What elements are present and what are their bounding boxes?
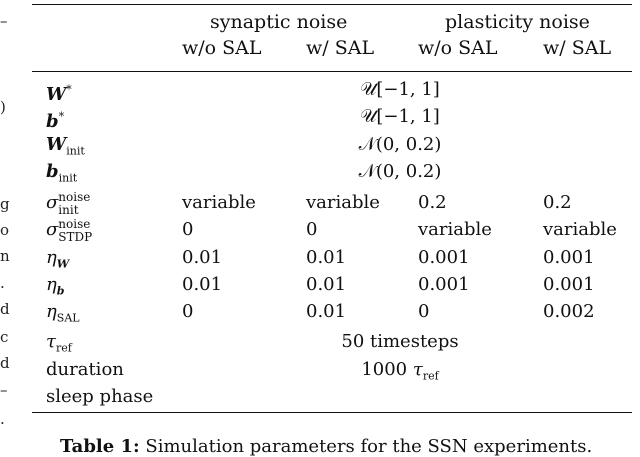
row-label: $\eta_W$ bbox=[46, 247, 70, 271]
margin-fragment: d bbox=[0, 300, 10, 318]
row-label: sleep phase bbox=[46, 386, 154, 407]
header-group-synaptic-noise: synaptic noise bbox=[210, 11, 348, 33]
margin-fragment: c bbox=[0, 328, 9, 346]
table-cell: 0.01 bbox=[306, 274, 347, 295]
row-label: σ noise STDP bbox=[46, 216, 93, 244]
table-row bbox=[0, 328, 640, 355]
caption-text: Simulation parameters for the SSN experiments. bbox=[139, 436, 593, 457]
header-sub-4: w/ SAL bbox=[543, 37, 612, 59]
table-cell: 0.001 bbox=[418, 274, 470, 295]
margin-fragment: . bbox=[0, 410, 5, 428]
table-row bbox=[0, 103, 640, 130]
margin-fragment: g bbox=[0, 195, 10, 213]
row-span-value: 𝒰[−1, 1] bbox=[360, 106, 440, 127]
row-label: W* bbox=[46, 83, 72, 105]
row-span-value: 1000 $\tau_{ref}$ bbox=[361, 359, 439, 383]
margin-fragment: d bbox=[0, 354, 10, 372]
table-cell: 0.01 bbox=[306, 301, 347, 322]
table-row bbox=[0, 244, 640, 271]
table-row bbox=[0, 356, 640, 383]
row-label: b* bbox=[46, 110, 65, 132]
table-row bbox=[0, 131, 640, 158]
row-label: $\eta_b$ bbox=[46, 274, 65, 298]
table-row bbox=[0, 383, 640, 410]
table-cell: 0.2 bbox=[418, 192, 447, 213]
row-label: $b_{init}$ bbox=[46, 161, 78, 185]
header-group-plasticity-noise: plasticity noise bbox=[445, 11, 590, 33]
table-row bbox=[0, 271, 640, 298]
table-cell: 0.001 bbox=[418, 247, 470, 268]
table-cell: variable bbox=[182, 192, 256, 213]
header-sub-3: w/o SAL bbox=[418, 37, 498, 59]
caption-label: Table 1: bbox=[60, 436, 140, 457]
table-cell: 0.01 bbox=[306, 247, 347, 268]
table-cell: 0.01 bbox=[182, 247, 223, 268]
table-cell: 0.002 bbox=[543, 301, 595, 322]
table-bottom-rule bbox=[32, 412, 632, 413]
table-row bbox=[0, 189, 640, 216]
table-cell: variable bbox=[543, 219, 617, 240]
margin-fragment: ) bbox=[0, 98, 6, 116]
table-cell: variable bbox=[418, 219, 492, 240]
table-row bbox=[0, 76, 640, 103]
row-label: σ noise init bbox=[46, 189, 91, 217]
table-top-rule bbox=[32, 4, 632, 5]
row-span-value: 50 timesteps bbox=[341, 331, 459, 352]
row-label: $W_{init}$ bbox=[46, 134, 85, 158]
table-caption bbox=[60, 436, 592, 457]
margin-fragment: – bbox=[0, 381, 8, 399]
margin-fragment: – bbox=[0, 12, 8, 30]
header-sub-1: w/o SAL bbox=[182, 37, 262, 59]
row-label: $\tau_{ref}$ bbox=[46, 331, 72, 355]
table-cell: 0.01 bbox=[182, 274, 223, 295]
table-cell: 0.2 bbox=[543, 192, 572, 213]
table-cell: 0 bbox=[182, 219, 194, 240]
table-row bbox=[0, 216, 640, 243]
row-label: $\eta_{SAL}$ bbox=[46, 301, 80, 325]
row-span-value: 𝒰[−1, 1] bbox=[360, 79, 440, 100]
table-row bbox=[0, 158, 640, 185]
row-label: duration bbox=[46, 359, 124, 380]
table-row bbox=[0, 298, 640, 325]
row-span-value: 𝒩(0, 0.2) bbox=[358, 134, 442, 155]
table-mid-rule bbox=[32, 71, 632, 72]
table-cell: 0.001 bbox=[543, 247, 595, 268]
margin-fragment: . bbox=[0, 274, 5, 292]
table-cell: 0 bbox=[418, 301, 430, 322]
margin-fragment: n bbox=[0, 247, 10, 265]
table-cell: variable bbox=[306, 192, 380, 213]
row-span-value: 𝒩(0, 0.2) bbox=[358, 161, 442, 182]
margin-fragment: o bbox=[0, 221, 10, 239]
header-sub-2: w/ SAL bbox=[306, 37, 375, 59]
table-cell: 0 bbox=[182, 301, 194, 322]
table-cell: 0.001 bbox=[543, 274, 595, 295]
table-cell: 0 bbox=[306, 219, 318, 240]
